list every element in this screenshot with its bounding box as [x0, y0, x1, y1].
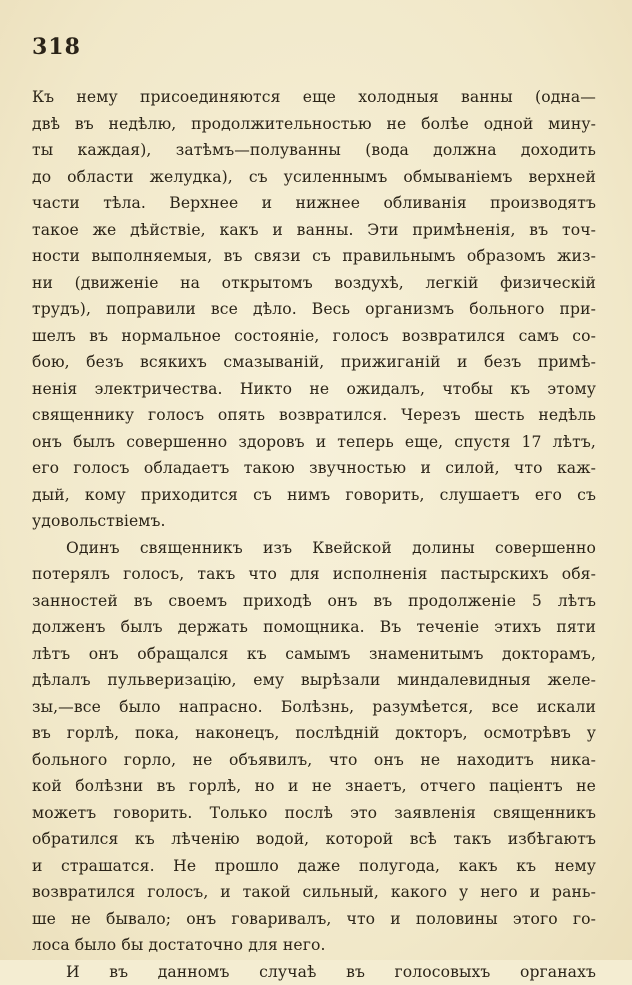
text-line: ности выполняемыя, въ связи съ правильнымъ образомъ жиз-	[32, 243, 596, 270]
text-line: его голосъ обладаетъ такою звучностью и силой, что каж-	[32, 455, 596, 482]
text-line: И въ данномъ случаѣ въ голосовыхъ органахъ	[32, 959, 596, 985]
text-line: до области желудка), съ усиленнымъ обмываніемъ верхней	[32, 164, 596, 191]
text-line: лоса было бы достаточно для него.	[32, 932, 596, 959]
text-line: Одинъ священникъ изъ Квейской долины совершенно	[32, 535, 596, 562]
text-line: дый, кому приходится съ нимъ говорить, слушаетъ его съ	[32, 482, 596, 509]
text-line: ше не бывало; онъ говаривалъ, что и половины этого го-	[32, 906, 596, 933]
text-line: кой болѣзни въ горлѣ, но и не знаетъ, отчего паціентъ не	[32, 773, 596, 800]
text-line: двѣ въ недѣлю, продолжительностью не болѣе одной мину-	[32, 111, 596, 138]
text-line: долженъ былъ держать помощника. Въ теченіе этихъ пяти	[32, 614, 596, 641]
text-line: священнику голосъ опять возвратился. Черезъ шесть недѣль	[32, 402, 596, 429]
text-line: въ горлѣ, пока, наконецъ, послѣдній докторъ, осмотрѣвъ у	[32, 720, 596, 747]
text-line: трудъ), поправили все дѣло. Весь организмъ больного при-	[32, 296, 596, 323]
body-text	[32, 84, 596, 985]
text-line: Къ нему присоединяются еще холодныя ванны (одна—	[32, 84, 596, 111]
text-line: потерялъ голосъ, такъ что для исполненія пастырскихъ обя-	[32, 561, 596, 588]
text-line: возвратился голосъ, и такой сильный, какого у него и рань-	[32, 879, 596, 906]
text-line: занностей въ своемъ приходѣ онъ въ продолженіе 5 лѣтъ	[32, 588, 596, 615]
text-line: дѣлалъ пульверизацію, ему вырѣзали миндалевидныя желе-	[32, 667, 596, 694]
page-number: 318	[32, 34, 81, 60]
text-line: ты каждая), затѣмъ—полуванны (вода должна доходить	[32, 137, 596, 164]
text-line: можетъ говорить. Только послѣ это заявленія священникъ	[32, 800, 596, 827]
text-line: онъ былъ совершенно здоровъ и теперь еще, спустя 17 лѣтъ,	[32, 429, 596, 456]
text-line: ненія электричества. Никто не ожидалъ, чтобы къ этому	[32, 376, 596, 403]
text-line: удовольствіемъ.	[32, 508, 596, 535]
text-line: больного горло, не объявилъ, что онъ не находитъ ника-	[32, 747, 596, 774]
text-line: бою, безъ всякихъ смазываній, прижиганій и безъ примѣ-	[32, 349, 596, 376]
text-line: шелъ въ нормальное состояніе, голосъ возвратился самъ со-	[32, 323, 596, 350]
text-line: лѣтъ онъ обращался къ самымъ знаменитымъ докторамъ,	[32, 641, 596, 668]
text-line: зы,—все было напрасно. Болѣзнь, разумѣется, все искали	[32, 694, 596, 721]
text-line: и страшатся. Не прошло даже полугода, какъ къ нему	[32, 853, 596, 880]
text-line: части тѣла. Верхнее и нижнее обливанія производятъ	[32, 190, 596, 217]
text-line: ни (движеніе на открытомъ воздухѣ, легкій физическій	[32, 270, 596, 297]
text-line: такое же дѣйствіе, какъ и ванны. Эти примѣненія, въ точ-	[32, 217, 596, 244]
text-line: обратился къ лѣченію водой, которой всѣ такъ избѣгаютъ	[32, 826, 596, 853]
